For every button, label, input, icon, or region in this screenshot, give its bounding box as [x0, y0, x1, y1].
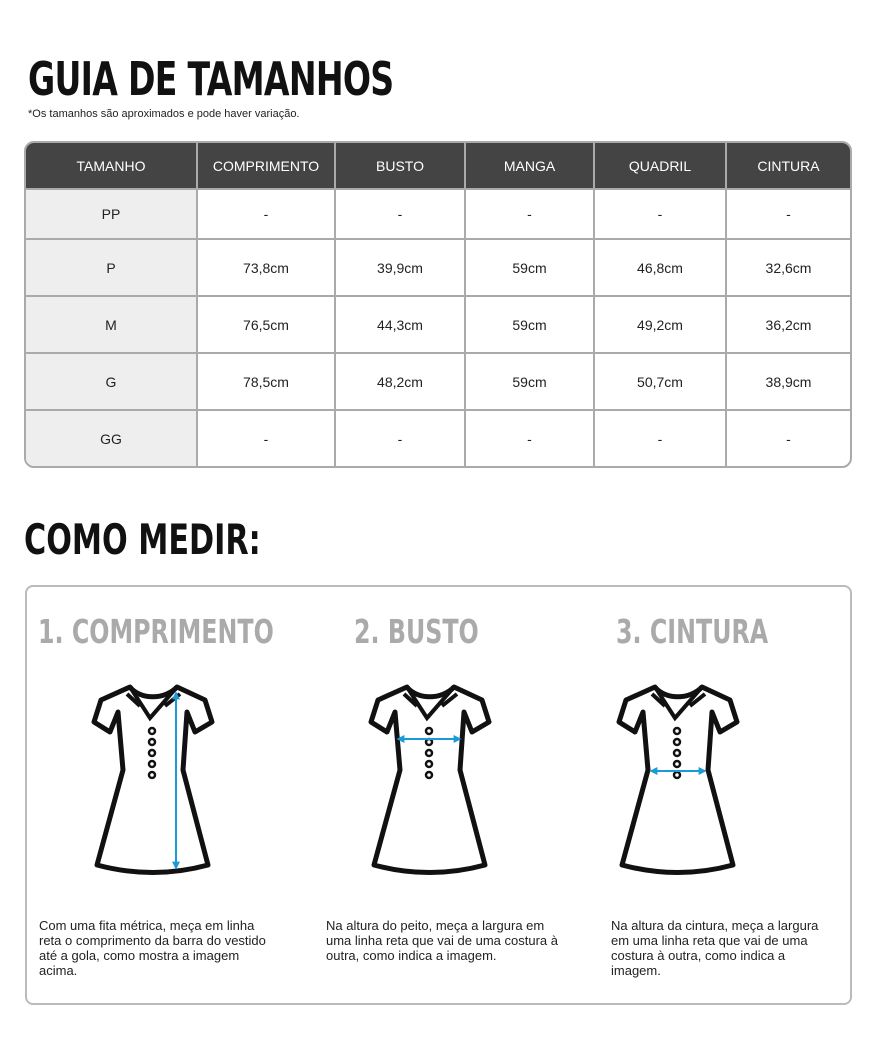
header-comprimento: COMPRIMENTO	[198, 143, 336, 188]
table-cell: 39,9cm	[336, 238, 466, 295]
table-cell: -	[336, 409, 466, 466]
table-cell: -	[198, 409, 336, 466]
table-cell: G	[26, 352, 198, 409]
table-cell: 49,2cm	[595, 295, 727, 352]
header-quadril: QUADRIL	[595, 143, 727, 188]
table-cell: -	[595, 188, 727, 238]
how-to-title: COMO MEDIR:	[24, 515, 261, 564]
step-2-title: 2. BUSTO	[354, 612, 479, 651]
header-manga: MANGA	[466, 143, 595, 188]
table-cell: 78,5cm	[198, 352, 336, 409]
dress-icon-bust	[371, 687, 489, 873]
table-cell: -	[198, 188, 336, 238]
step-1-text: Com uma fita métrica, meça em linha reta o comprimento da barra do vestido até a gola, como mostra a imagem acima.	[39, 918, 266, 978]
table-cell: -	[466, 409, 595, 466]
dress-icon-waist	[619, 687, 737, 873]
table-cell: -	[595, 409, 727, 466]
table-cell: -	[727, 188, 850, 238]
page-title: GUIA DE TAMANHOS	[28, 52, 394, 106]
table-cell: M	[26, 295, 198, 352]
table-cell: 36,2cm	[727, 295, 850, 352]
table-cell: -	[336, 188, 466, 238]
table-cell: GG	[26, 409, 198, 466]
table-cell: P	[26, 238, 198, 295]
table-cell: 38,9cm	[727, 352, 850, 409]
table-cell: 59cm	[466, 352, 595, 409]
step-3-text: Na altura da cintura, meça a largura em uma linha reta que vai de uma costura à outra, como indica a imagem.	[611, 918, 819, 978]
header-cintura: CINTURA	[727, 143, 850, 188]
table-cell: PP	[26, 188, 198, 238]
table-cell: 76,5cm	[198, 295, 336, 352]
table-cell: -	[727, 409, 850, 466]
table-cell: 48,2cm	[336, 352, 466, 409]
table-cell: 46,8cm	[595, 238, 727, 295]
dress-icon-length	[94, 687, 212, 873]
header-busto: BUSTO	[336, 143, 466, 188]
table-cell: 59cm	[466, 238, 595, 295]
table-cell: 59cm	[466, 295, 595, 352]
table-cell: 73,8cm	[198, 238, 336, 295]
table-cell: 50,7cm	[595, 352, 727, 409]
step-3-title: 3. CINTURA	[616, 612, 769, 651]
header-tamanho: TAMANHO	[26, 143, 198, 188]
step-1-title: 1. COMPRIMENTO	[38, 612, 274, 651]
table-cell: -	[466, 188, 595, 238]
size-note: *Os tamanhos são aproximados e pode haver variação.	[28, 108, 300, 120]
table-cell: 44,3cm	[336, 295, 466, 352]
table-cell: 32,6cm	[727, 238, 850, 295]
step-2-text: Na altura do peito, meça a largura em uma linha reta que vai de uma costura à outra, como indica a imagem.	[326, 918, 558, 963]
